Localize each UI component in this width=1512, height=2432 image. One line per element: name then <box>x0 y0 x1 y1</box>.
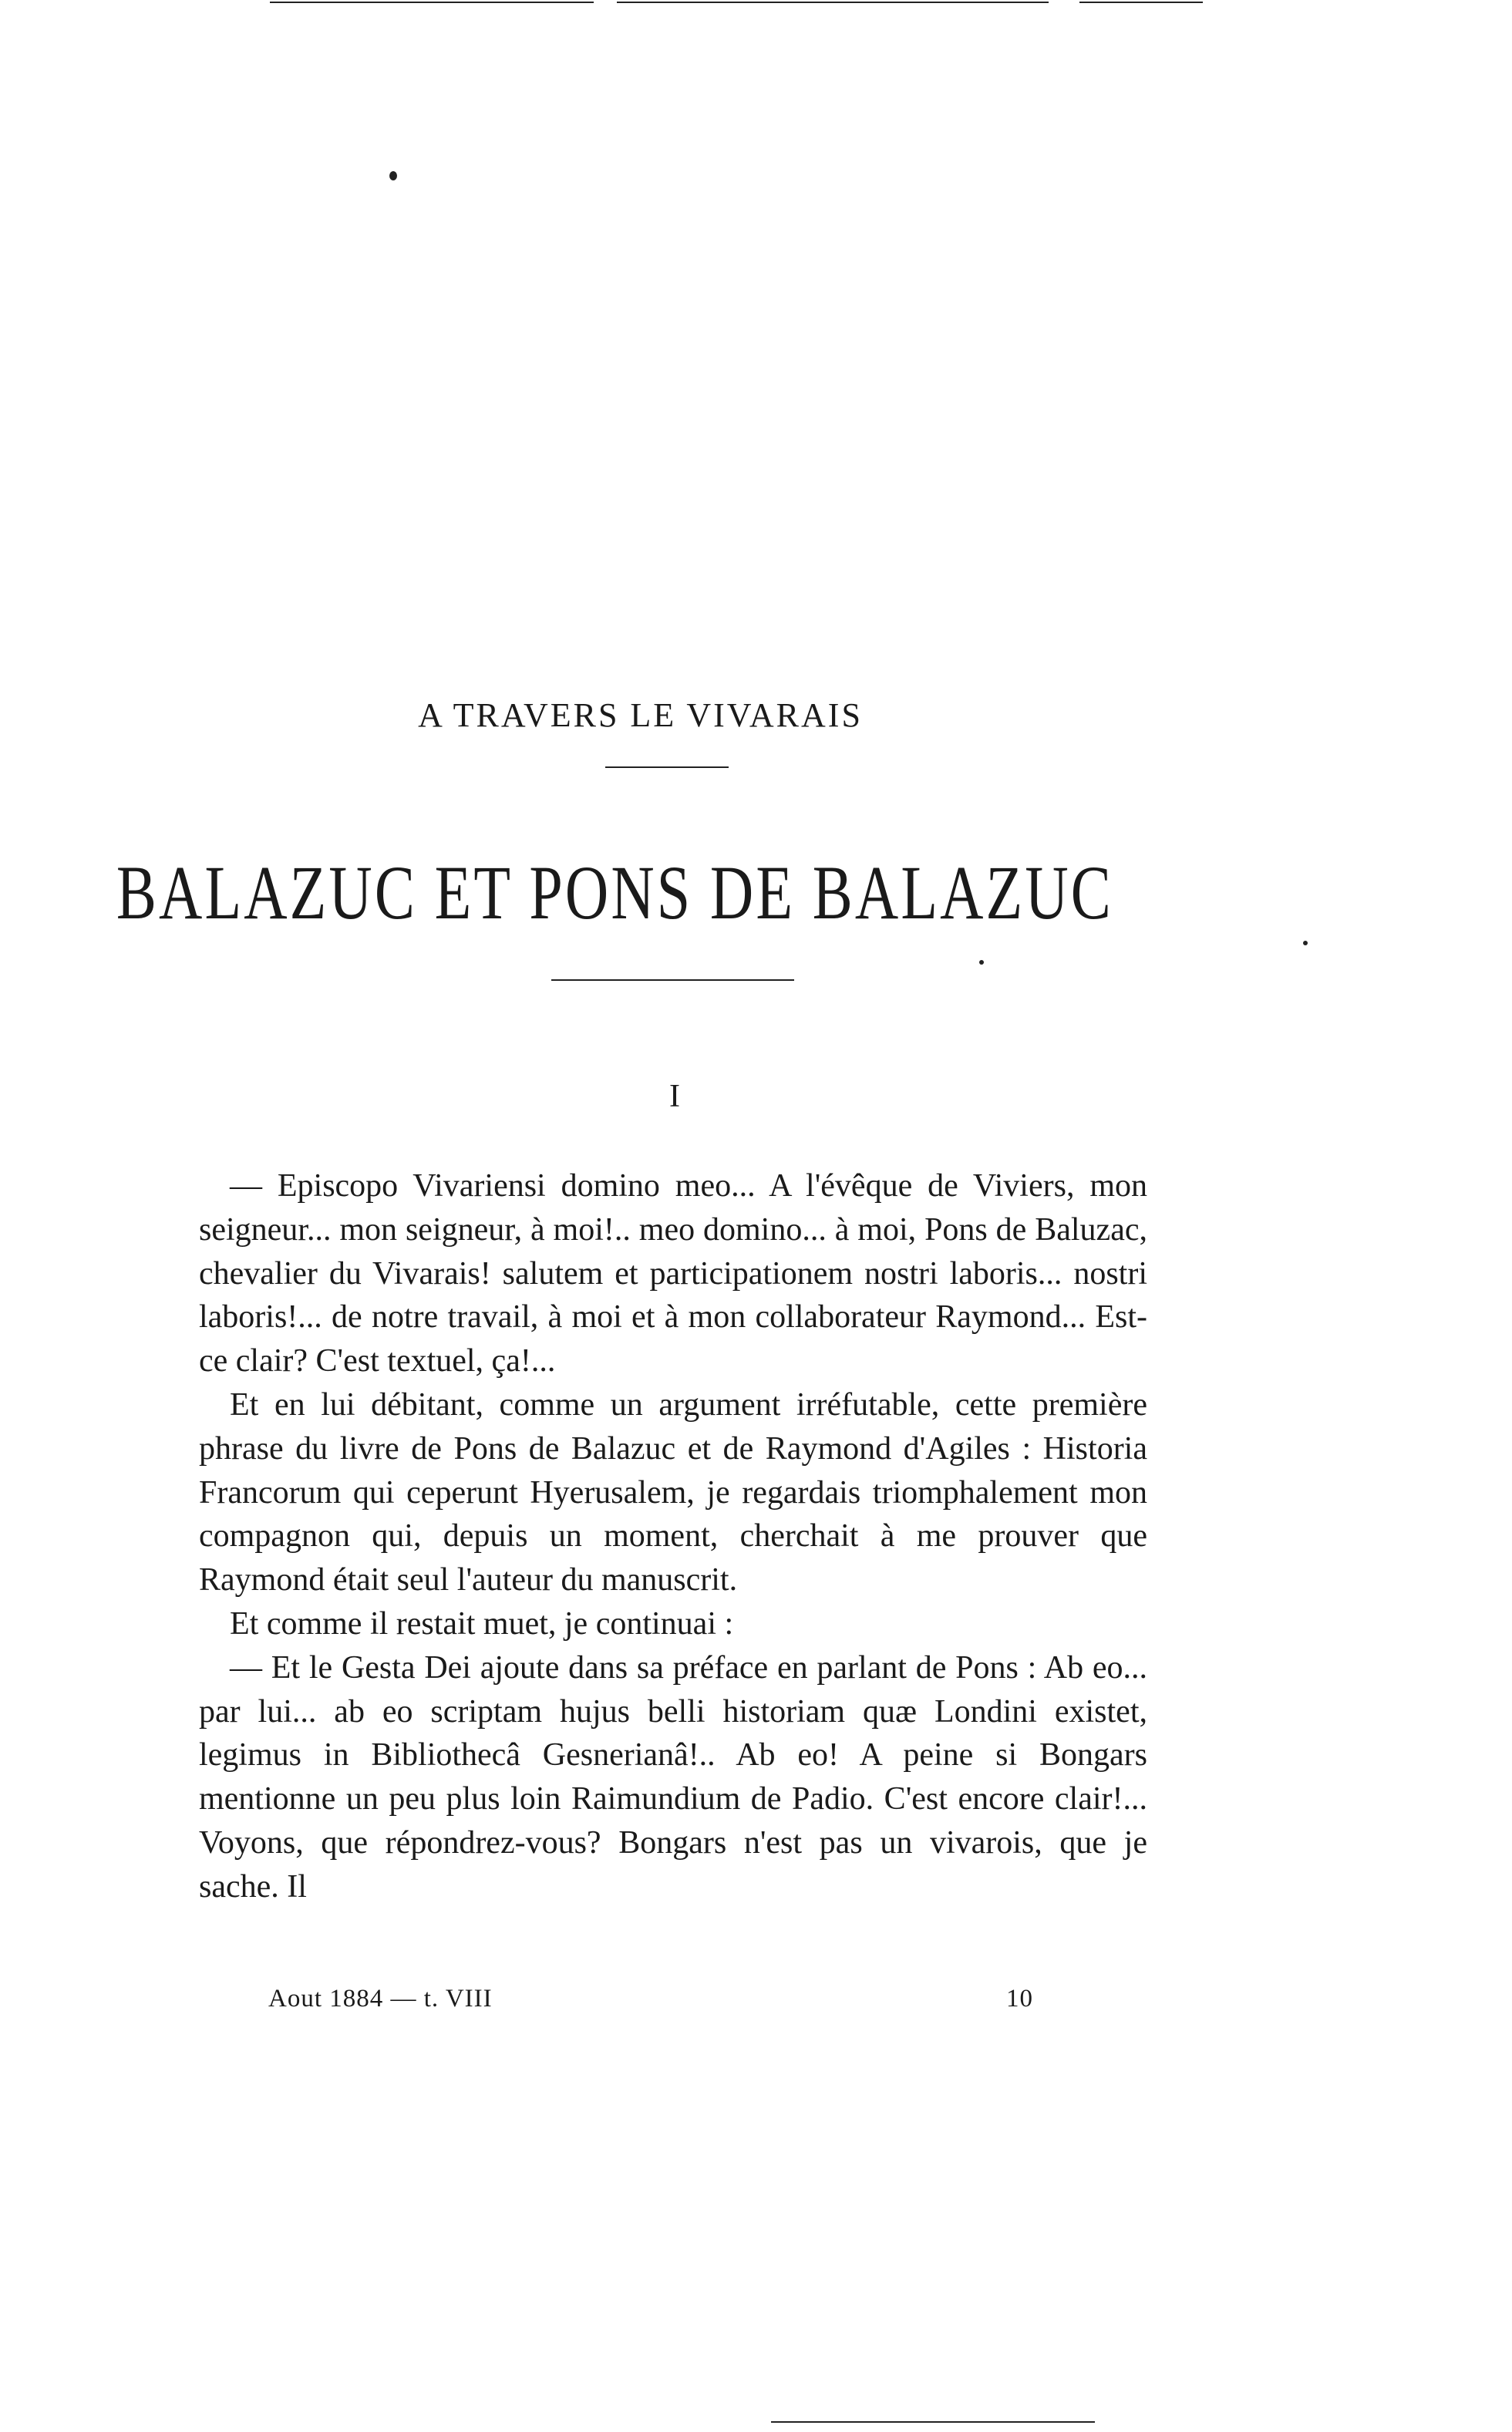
bottom-rule <box>771 2421 1095 2423</box>
body-text <box>199 1164 1147 1909</box>
running-header: A TRAVERS LE VIVARAIS <box>418 696 863 734</box>
section-number: I <box>669 1079 680 1114</box>
paragraph: Et en lui débitant, comme un argument irréfutable, cette première phrase du livre de Pons de Balazuc et de Raymond d'Agiles : Historia Francorum qui ceperunt Hyerusalem, je regardais triomphalement mon compagnon qui, depuis un moment, cherchait à me prouver que Raymond était seul l'auteur du manuscrit. <box>199 1386 1147 1598</box>
paragraph: — Episcopo Vivariensi domino meo... A l'évêque de Viviers, mon seigneur... mon seigneur, à moi!.. meo domino... à moi, Pons de Baluzac, chevalier du Vivarais! salutem et participationem nostri laboris... nostri laboris!... de notre travail, à moi et à mon collaborateur Raymond... Est-ce clair? C'est textuel, ça!... <box>199 1168 1147 1379</box>
paragraph: — Et le Gesta Dei ajoute dans sa préface en parlant de Pons : Ab eo... par lui... ab eo scriptam hujus belli historiam quæ Londini existet, legimus in Bibliothecâ Gesnerianâ!.. Ab eo! A peine si Bongars mentionne un peu plus loin Raimundium de Padio. C'est encore clair!... Voyons, que répondrez-vous? Bongars n'est pas un vivarois, que je sache. Il <box>199 1649 1147 1905</box>
ink-speck <box>979 960 984 965</box>
top-rule-right <box>1079 2 1203 3</box>
paragraph: Et comme il restait muet, je continuai : <box>230 1605 734 1642</box>
title-divider <box>551 979 794 981</box>
ink-speck <box>1303 941 1308 945</box>
header-divider <box>605 766 729 768</box>
article-title: BALAZUC ET PONS DE BALAZUC <box>116 850 1113 935</box>
top-rule-mid <box>617 2 1049 3</box>
footer-date: Aout 1884 — t. VIII <box>268 1985 493 2013</box>
page-number: 10 <box>1006 1985 1033 2013</box>
ink-speck <box>389 171 397 180</box>
top-rule-left <box>270 2 594 3</box>
